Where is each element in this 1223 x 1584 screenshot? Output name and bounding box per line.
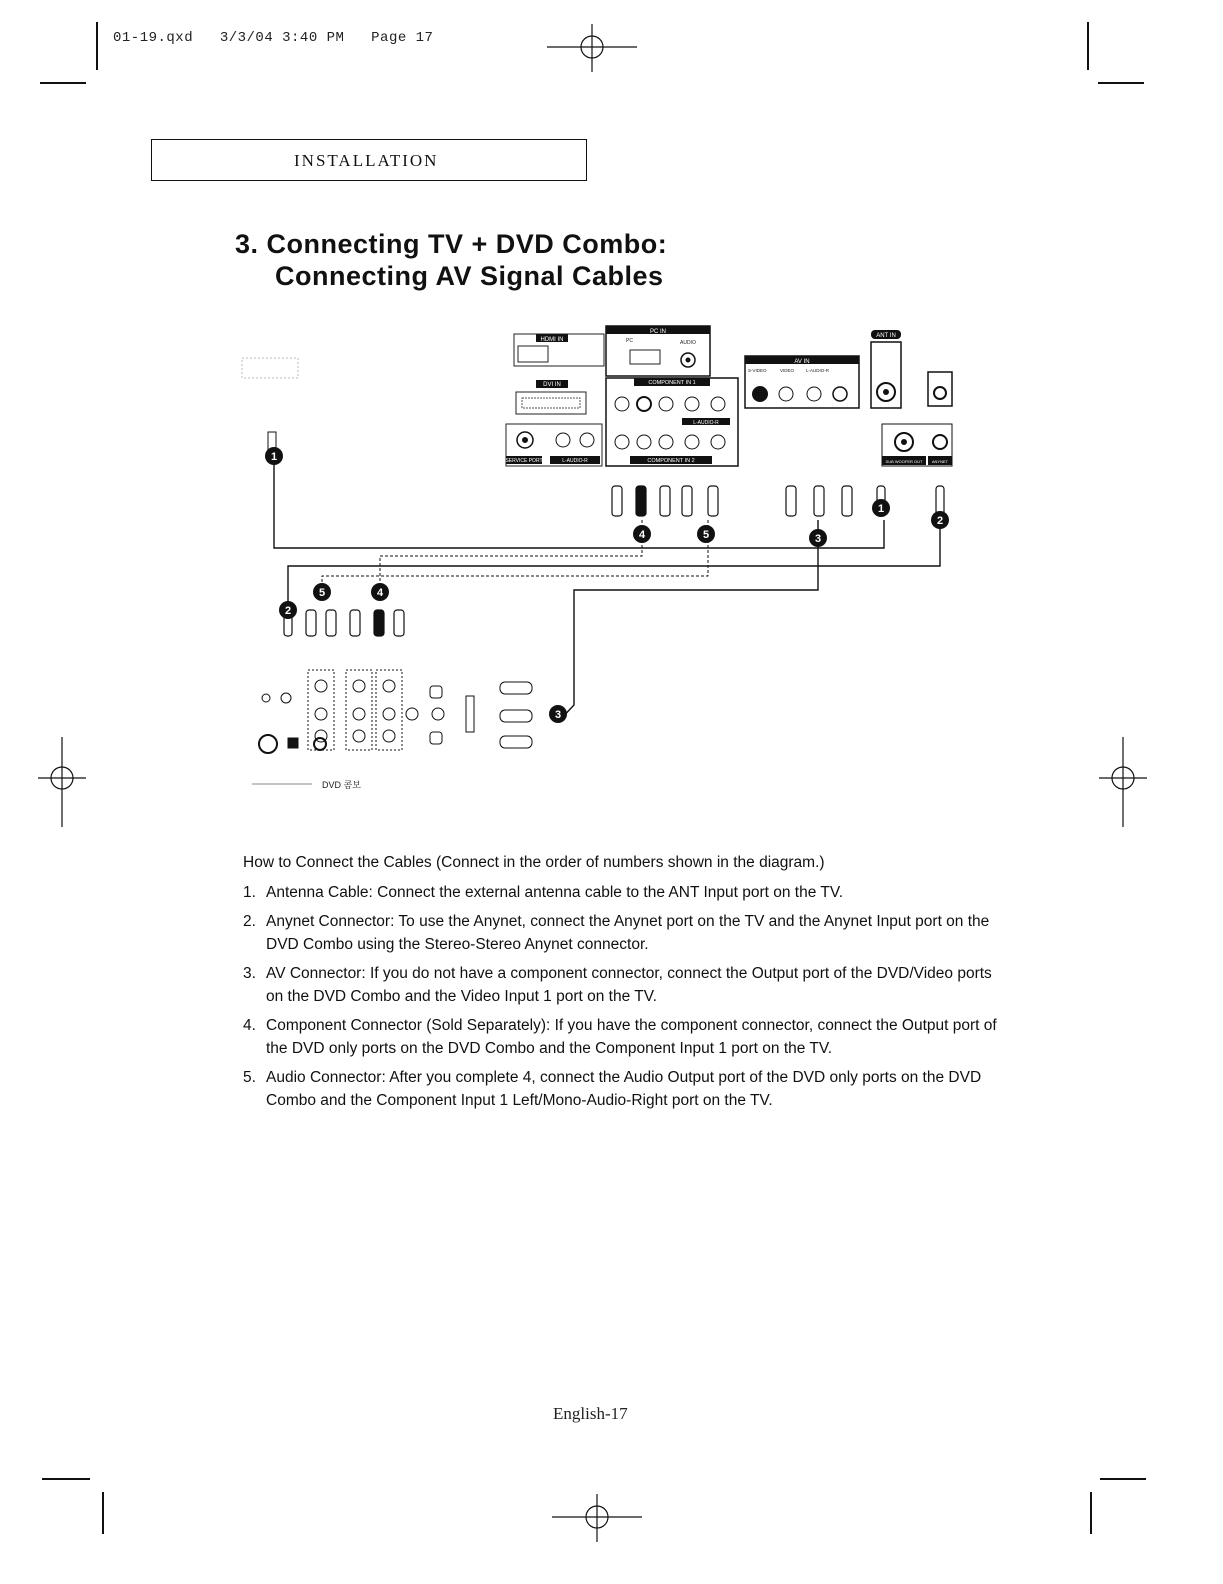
dvd-cable-plugs: [284, 608, 404, 636]
step-marker-5: [313, 583, 331, 601]
sub-woofer-label: SUB WOOFER OUT: [885, 459, 923, 464]
step-marker-2: [931, 511, 949, 529]
crop-mark: [40, 82, 86, 84]
tv-panel-left-block: [505, 334, 604, 466]
dvd-combo-panel: [252, 670, 532, 784]
step-marker-4: [633, 525, 651, 543]
title-line-2: Connecting AV Signal Cables: [275, 261, 664, 291]
section-header: [151, 139, 587, 181]
anynet-label: ANYNET: [931, 459, 949, 464]
instruction-step: 5. Audio Connector: After you complete 4, connect the Audio Output port of the DVD only ports on the DVD Combo and the Component Input 1 Left/Mono-Audio-Right port on the TV.: [243, 1069, 982, 1109]
crop-mark: [1098, 82, 1144, 84]
tv-panel-av-in-block: [745, 356, 859, 408]
component-audio-label: L-AUDIO-R: [693, 420, 719, 426]
instruction-step: 3. AV Connector: If you do not have a component connector, connect the Output port of the DVD/Video ports on the DVD Combo and the Video Input 1 port on the TV.: [243, 965, 992, 1005]
crop-mark: [1087, 22, 1089, 70]
step-marker-3: [549, 705, 567, 723]
av-audio-label: L-AUDIO-R: [806, 368, 830, 373]
av-in-label: AV IN: [794, 359, 810, 365]
hdmi-in-label: HDMI IN: [540, 337, 564, 343]
section-label: INSTALLATION: [294, 151, 439, 170]
svg-text:1: 1: [877, 503, 885, 515]
crop-mark: [96, 22, 98, 70]
step-marker-2: [279, 601, 297, 619]
registration-mark-left: [36, 735, 88, 829]
svg-text:3: 3: [554, 709, 562, 721]
instruction-step: 4. Component Connector (Sold Separately): If you have the component connector, connect the Output port of the DVD only ports on the DVD Combo and the Component Input 1 port on the TV.: [243, 1017, 997, 1057]
s-video-label: S-VIDEO: [748, 368, 767, 373]
ant-in-label: ANT IN: [876, 333, 896, 339]
wall-antenna: [242, 358, 298, 458]
crop-mark: [102, 1492, 104, 1534]
registration-mark-top: [545, 22, 639, 74]
component-in-1-label: COMPONENT IN 1: [648, 380, 696, 386]
service-port-label: SERVICE PORT: [505, 458, 543, 464]
registration-mark-right: [1097, 735, 1149, 829]
crop-mark: [1090, 1492, 1092, 1534]
component-in-2-label: COMPONENT IN 2: [647, 458, 695, 464]
step-marker-4: [371, 583, 389, 601]
dvi-in-label: DVI IN: [543, 382, 561, 388]
svg-text:1: 1: [270, 451, 278, 463]
step-marker-1: [265, 447, 283, 465]
svg-text:2: 2: [936, 515, 944, 527]
tv-panel-ant-block: [871, 330, 952, 466]
connection-diagram: [230, 320, 990, 805]
pc-in-label: PC IN: [649, 329, 667, 335]
crop-mark: [42, 1478, 90, 1480]
video-label: VIDEO: [780, 368, 795, 373]
dvd-combo-label: DVD 콤보: [322, 780, 361, 790]
print-slug: 01-19.qxd 3/3/04 3:40 PM Page 17: [113, 30, 434, 46]
title-line-1: 3. Connecting TV + DVD Combo:: [235, 229, 668, 259]
instruction-step: 2. Anynet Connector: To use the Anynet, connect the Anynet port on the TV and the Anynet Input port on the DVD Combo using the Stereo-Stereo Anynet connector.: [243, 913, 990, 953]
svg-text:5: 5: [702, 529, 710, 541]
pc-label: PC: [626, 338, 633, 344]
pc-audio-label: AUDIO: [680, 340, 696, 346]
step-marker-1: [872, 499, 890, 517]
page-number: English-17: [553, 1404, 628, 1423]
instructions-lead: How to Connect the Cables (Connect in the order of numbers shown in the diagram.): [243, 854, 825, 871]
tv-cable-plugs: [612, 486, 944, 516]
registration-mark-bottom: [550, 1492, 644, 1544]
crop-mark: [1100, 1478, 1146, 1480]
tv-panel-pc-component-block: [606, 326, 738, 466]
service-audio-label: L-AUDIO-R: [562, 458, 588, 464]
instructions: [243, 852, 1003, 1119]
step-marker-5: [697, 525, 715, 543]
svg-text:4: 4: [638, 529, 646, 541]
svg-text:4: 4: [376, 587, 384, 599]
step-marker-3: [809, 529, 827, 547]
svg-text:3: 3: [814, 533, 822, 545]
svg-text:5: 5: [318, 587, 326, 599]
page-title: [235, 228, 667, 292]
instruction-list: [243, 882, 1003, 1113]
svg-text:2: 2: [284, 605, 292, 617]
instruction-step: 1. Antenna Cable: Connect the external antenna cable to the ANT Input port on the TV.: [243, 883, 844, 901]
